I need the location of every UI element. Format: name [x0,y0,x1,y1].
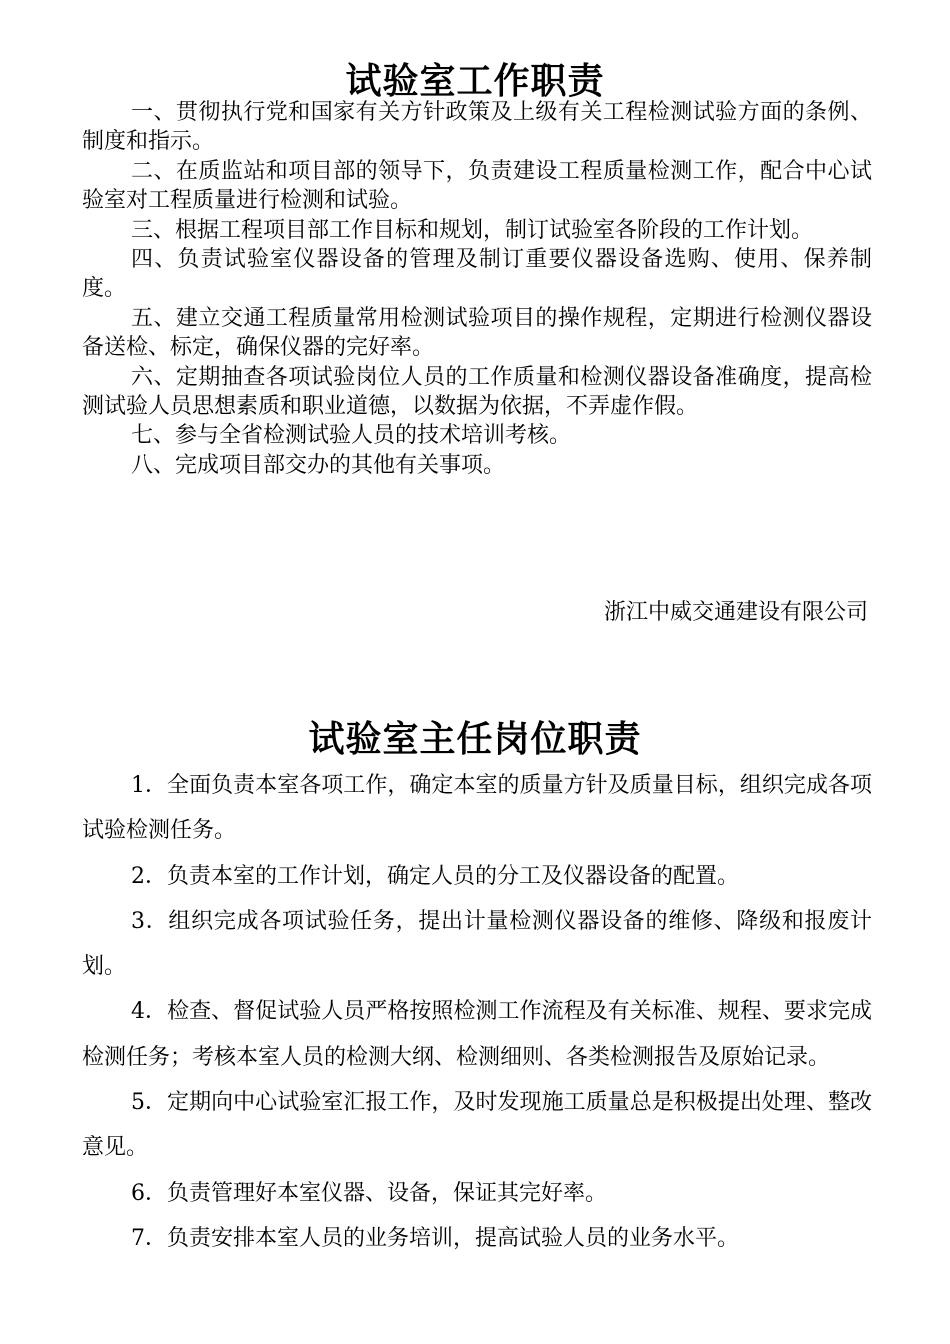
director-duty-item-2: 2．负责本室的工作计划，确定人员的分工及仪器设备的配置。 [131,863,739,889]
director-duty-item-3: 3．组织完成各项试验任务，提出计量检测仪器设备的维修、降级和报废计划。 [82,908,872,980]
lab-duty-item-5: 五、建立交通工程质量常用检测试验项目的操作规程，定期进行检测仪器设备送检、标定，确保仪器的完好率。 [82,305,872,361]
lab-duty-item-3: 三、根据工程项目部工作目标和规划，制订试验室各阶段的工作计划。 [131,217,814,243]
lab-duty-item-2: 二、在质监站和项目部的领导下，负责建设工程质量检测工作，配合中心试验室对工程质量进行检测和试验。 [82,158,872,214]
director-duty-item-5: 5．定期向中心试验室汇报工作，及时发现施工质量总是积极提出处理、整改意见。 [82,1090,872,1161]
lab-duty-item-4: 四、负责试验室仪器设备的管理及制订重要仪器设备选购、使用、保养制度。 [82,247,872,302]
company-signature: 浙江中威交通建设有限公司 [603,600,868,625]
director-duty-item-6: 6．负责管理好本室仪器、设备，保证其完好率。 [131,1180,607,1206]
lab-duties-section [82,98,872,480]
lab-director-duties-section [82,763,872,1261]
director-duty-item-4: 4．检查、督促试验人员严格按照检测工作流程及有关标准、规程、要求完成检测任务；考核本室人员的检测大纲、检测细则、各类检测报告及原始记录。 [82,999,872,1070]
lab-duty-item-1: 一、贯彻执行党和国家有关方针政策及上级有关工程检测试验方面的条例、制度和指示。 [82,100,872,155]
lab-duty-item-8: 八、完成项目部交办的其他有关事项。 [131,452,506,478]
lab-duty-item-7: 七、参与全省检测试验人员的技术培训考核。 [131,423,572,449]
director-duty-item-1: 1．全面负责本室各项工作，确定本室的质量方针及质量目标，组织完成各项试验检测任务。 [82,773,872,844]
lab-duties-title: 试验室工作职责 [345,61,605,103]
director-duty-item-7: 7．负责安排本室人员的业务培训，提高试验人员的业务水平。 [131,1225,739,1251]
lab-director-duties-title: 试验室主任岗位职责 [308,719,642,761]
lab-duty-item-6: 六、定期抽查各项试验岗位人员的工作质量和检测仪器设备准确度，提高检测试验人员思想素质和职业道德，以数据为依据，不弄虚作假。 [82,364,872,420]
